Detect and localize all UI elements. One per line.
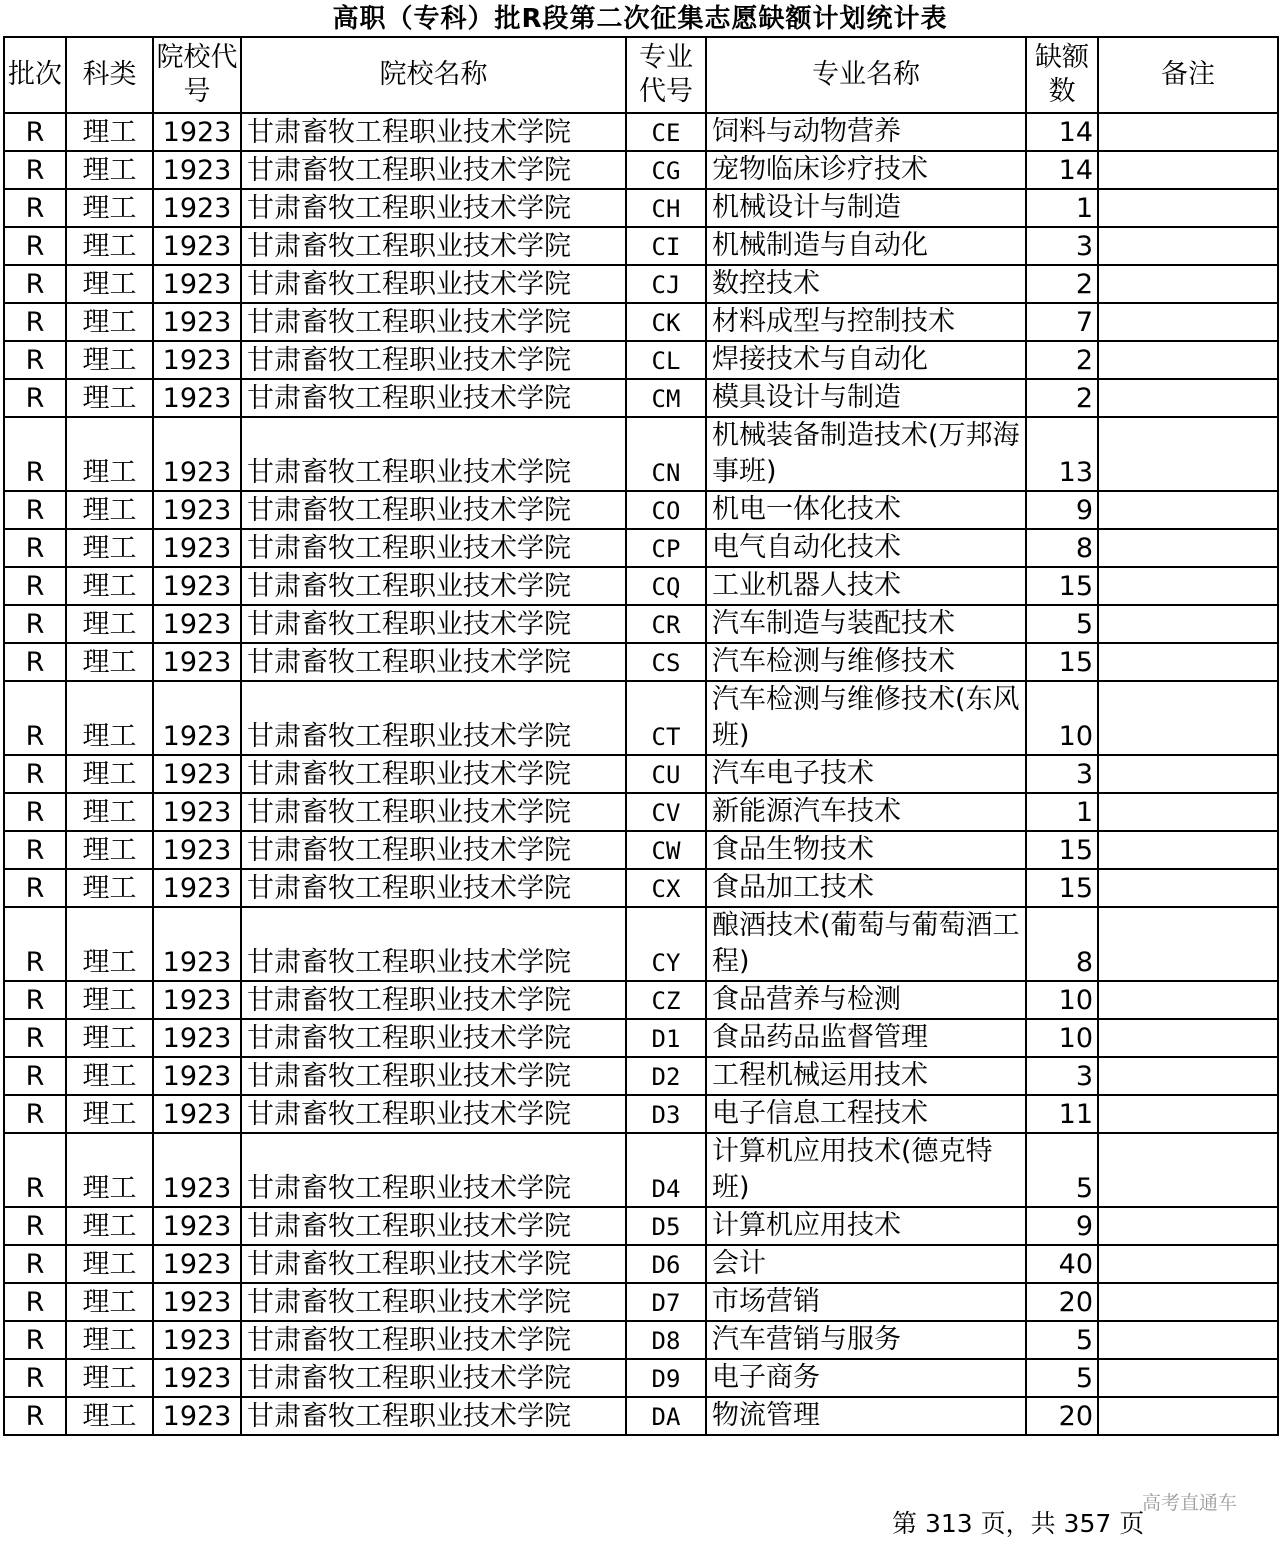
cell-category: 理工 [66, 643, 153, 681]
cell-category: 理工 [66, 567, 153, 605]
cell-category: 理工 [66, 417, 153, 491]
cell-vacancies: 2 [1026, 379, 1098, 417]
cell-batch: R [4, 341, 66, 379]
cell-school-code: 1923 [153, 1245, 241, 1283]
cell-category: 理工 [66, 379, 153, 417]
cell-category: 理工 [66, 189, 153, 227]
cell-school-name: 甘肃畜牧工程职业技术学院 [241, 643, 626, 681]
cell-major-name: 工程机械运用技术 [706, 1057, 1026, 1095]
cell-category: 理工 [66, 1095, 153, 1133]
cell-major-code: CH [626, 189, 706, 227]
cell-major-code: CW [626, 831, 706, 869]
cell-major-code: CL [626, 341, 706, 379]
cell-major-code: D6 [626, 1245, 706, 1283]
table-row [4, 643, 1278, 681]
cell-remarks [1098, 1207, 1278, 1245]
cell-vacancies: 3 [1026, 227, 1098, 265]
cell-school-name: 甘肃畜牧工程职业技术学院 [241, 1321, 626, 1359]
cell-batch: R [4, 1321, 66, 1359]
table-row [4, 303, 1278, 341]
cell-category: 理工 [66, 1019, 153, 1057]
cell-school-name: 甘肃畜牧工程职业技术学院 [241, 151, 626, 189]
cell-school-name: 甘肃畜牧工程职业技术学院 [241, 1057, 626, 1095]
cell-major-name: 汽车电子技术 [706, 755, 1026, 793]
cell-vacancies: 15 [1026, 831, 1098, 869]
cell-school-code: 1923 [153, 1057, 241, 1095]
cell-category: 理工 [66, 151, 153, 189]
cell-remarks [1098, 755, 1278, 793]
table-row [4, 1283, 1278, 1321]
cell-remarks [1098, 1133, 1278, 1207]
cell-major-name: 机械装备制造技术(万邦海事班) [706, 417, 1026, 491]
cell-vacancies: 20 [1026, 1397, 1098, 1435]
cell-major-name: 食品营养与检测 [706, 981, 1026, 1019]
cell-major-code: CS [626, 643, 706, 681]
cell-major-code: CJ [626, 265, 706, 303]
cell-remarks [1098, 227, 1278, 265]
cell-school-code: 1923 [153, 907, 241, 981]
cell-batch: R [4, 869, 66, 907]
cell-remarks [1098, 1283, 1278, 1321]
cell-category: 理工 [66, 755, 153, 793]
table-row [4, 1245, 1278, 1283]
cell-category: 理工 [66, 1321, 153, 1359]
cell-school-code: 1923 [153, 491, 241, 529]
cell-remarks [1098, 491, 1278, 529]
cell-major-code: D3 [626, 1095, 706, 1133]
cell-major-name: 计算机应用技术 [706, 1207, 1026, 1245]
cell-vacancies: 7 [1026, 303, 1098, 341]
cell-school-name: 甘肃畜牧工程职业技术学院 [241, 869, 626, 907]
cell-remarks [1098, 907, 1278, 981]
cell-major-name: 新能源汽车技术 [706, 793, 1026, 831]
cell-major-code: CT [626, 681, 706, 755]
cell-major-name: 电子信息工程技术 [706, 1095, 1026, 1133]
cell-vacancies: 1 [1026, 189, 1098, 227]
header-major-name: 专业名称 [706, 37, 1026, 113]
table-row [4, 151, 1278, 189]
cell-school-name: 甘肃畜牧工程职业技术学院 [241, 831, 626, 869]
cell-remarks [1098, 981, 1278, 1019]
cell-category: 理工 [66, 113, 153, 151]
cell-category: 理工 [66, 1283, 153, 1321]
cell-batch: R [4, 379, 66, 417]
cell-vacancies: 15 [1026, 567, 1098, 605]
cell-batch: R [4, 981, 66, 1019]
cell-major-name: 会计 [706, 1245, 1026, 1283]
table-row [4, 1095, 1278, 1133]
table-row [4, 681, 1278, 755]
cell-major-name: 食品生物技术 [706, 831, 1026, 869]
cell-batch: R [4, 755, 66, 793]
cell-school-name: 甘肃畜牧工程职业技术学院 [241, 793, 626, 831]
cell-batch: R [4, 113, 66, 151]
cell-batch: R [4, 1133, 66, 1207]
cell-batch: R [4, 1397, 66, 1435]
cell-major-code: CE [626, 113, 706, 151]
cell-major-name: 数控技术 [706, 265, 1026, 303]
cell-school-name: 甘肃畜牧工程职业技术学院 [241, 755, 626, 793]
cell-remarks [1098, 1397, 1278, 1435]
cell-major-name: 材料成型与控制技术 [706, 303, 1026, 341]
cell-school-code: 1923 [153, 113, 241, 151]
cell-category: 理工 [66, 907, 153, 981]
cell-major-name: 汽车制造与装配技术 [706, 605, 1026, 643]
cell-vacancies: 15 [1026, 643, 1098, 681]
cell-remarks [1098, 341, 1278, 379]
cell-school-code: 1923 [153, 529, 241, 567]
cell-category: 理工 [66, 227, 153, 265]
cell-school-code: 1923 [153, 1133, 241, 1207]
cell-vacancies: 10 [1026, 981, 1098, 1019]
cell-major-name: 工业机器人技术 [706, 567, 1026, 605]
cell-major-name: 市场营销 [706, 1283, 1026, 1321]
cell-remarks [1098, 1057, 1278, 1095]
cell-major-code: CQ [626, 567, 706, 605]
cell-batch: R [4, 529, 66, 567]
cell-school-name: 甘肃畜牧工程职业技术学院 [241, 567, 626, 605]
cell-school-code: 1923 [153, 1095, 241, 1133]
cell-school-name: 甘肃畜牧工程职业技术学院 [241, 1019, 626, 1057]
cell-batch: R [4, 1283, 66, 1321]
cell-category: 理工 [66, 491, 153, 529]
cell-school-code: 1923 [153, 303, 241, 341]
cell-batch: R [4, 417, 66, 491]
cell-remarks [1098, 417, 1278, 491]
cell-school-name: 甘肃畜牧工程职业技术学院 [241, 681, 626, 755]
cell-vacancies: 5 [1026, 1133, 1098, 1207]
cell-batch: R [4, 189, 66, 227]
cell-school-name: 甘肃畜牧工程职业技术学院 [241, 113, 626, 151]
cell-batch: R [4, 681, 66, 755]
cell-major-name: 汽车检测与维修技术 [706, 643, 1026, 681]
cell-remarks [1098, 1245, 1278, 1283]
cell-batch: R [4, 1095, 66, 1133]
cell-batch: R [4, 643, 66, 681]
cell-remarks [1098, 303, 1278, 341]
cell-category: 理工 [66, 1207, 153, 1245]
cell-school-name: 甘肃畜牧工程职业技术学院 [241, 1207, 626, 1245]
cell-vacancies: 11 [1026, 1095, 1098, 1133]
cell-major-code: CK [626, 303, 706, 341]
cell-school-code: 1923 [153, 1283, 241, 1321]
cell-major-code: CO [626, 491, 706, 529]
cell-major-name: 食品加工技术 [706, 869, 1026, 907]
cell-major-code: DA [626, 1397, 706, 1435]
table-title: 高职（专科）批R段第二次征集志愿缺额计划统计表 [332, 4, 948, 34]
cell-school-code: 1923 [153, 831, 241, 869]
cell-major-code: CP [626, 529, 706, 567]
cell-school-name: 甘肃畜牧工程职业技术学院 [241, 417, 626, 491]
cell-school-code: 1923 [153, 1397, 241, 1435]
cell-category: 理工 [66, 1397, 153, 1435]
table-row [4, 341, 1278, 379]
cell-vacancies: 14 [1026, 151, 1098, 189]
table-row [4, 491, 1278, 529]
cell-school-name: 甘肃畜牧工程职业技术学院 [241, 303, 626, 341]
cell-batch: R [4, 227, 66, 265]
cell-vacancies: 14 [1026, 113, 1098, 151]
cell-major-code: D5 [626, 1207, 706, 1245]
cell-school-code: 1923 [153, 341, 241, 379]
table-row [4, 1019, 1278, 1057]
cell-school-code: 1923 [153, 227, 241, 265]
cell-school-name: 甘肃畜牧工程职业技术学院 [241, 907, 626, 981]
table-row [4, 793, 1278, 831]
cell-school-code: 1923 [153, 981, 241, 1019]
cell-batch: R [4, 303, 66, 341]
cell-school-name: 甘肃畜牧工程职业技术学院 [241, 227, 626, 265]
cell-major-code: CN [626, 417, 706, 491]
header-school-code: 院校代号 [153, 37, 241, 113]
cell-major-name: 机械设计与制造 [706, 189, 1026, 227]
vacancy-table [3, 36, 1279, 1436]
cell-school-name: 甘肃畜牧工程职业技术学院 [241, 491, 626, 529]
header-school-name: 院校名称 [241, 37, 626, 113]
cell-batch: R [4, 1019, 66, 1057]
cell-school-code: 1923 [153, 1019, 241, 1057]
cell-batch: R [4, 1207, 66, 1245]
table-row [4, 1397, 1278, 1435]
cell-school-name: 甘肃畜牧工程职业技术学院 [241, 1397, 626, 1435]
table-row [4, 755, 1278, 793]
cell-vacancies: 3 [1026, 755, 1098, 793]
cell-category: 理工 [66, 981, 153, 1019]
cell-school-code: 1923 [153, 793, 241, 831]
cell-major-name: 酿酒技术(葡萄与葡萄酒工程) [706, 907, 1026, 981]
cell-vacancies: 2 [1026, 341, 1098, 379]
table-row [4, 1207, 1278, 1245]
cell-vacancies: 13 [1026, 417, 1098, 491]
cell-remarks [1098, 1321, 1278, 1359]
cell-major-name: 电气自动化技术 [706, 529, 1026, 567]
cell-major-name: 汽车营销与服务 [706, 1321, 1026, 1359]
cell-vacancies: 8 [1026, 529, 1098, 567]
header-category: 科类 [66, 37, 153, 113]
cell-major-code: CY [626, 907, 706, 981]
cell-school-code: 1923 [153, 755, 241, 793]
cell-batch: R [4, 567, 66, 605]
cell-remarks [1098, 869, 1278, 907]
cell-major-code: CI [626, 227, 706, 265]
cell-category: 理工 [66, 1245, 153, 1283]
cell-major-code: CR [626, 605, 706, 643]
table-row [4, 981, 1278, 1019]
header-vacancies: 缺额数 [1026, 37, 1098, 113]
cell-school-code: 1923 [153, 681, 241, 755]
table-row [4, 1321, 1278, 1359]
cell-major-name: 模具设计与制造 [706, 379, 1026, 417]
cell-batch: R [4, 1359, 66, 1397]
cell-category: 理工 [66, 529, 153, 567]
page-number: 第 313 页，共 357 页 [892, 1509, 1145, 1538]
cell-school-code: 1923 [153, 265, 241, 303]
cell-major-code: CM [626, 379, 706, 417]
cell-school-code: 1923 [153, 605, 241, 643]
table-row [4, 605, 1278, 643]
cell-major-name: 宠物临床诊疗技术 [706, 151, 1026, 189]
cell-major-code: CG [626, 151, 706, 189]
cell-remarks [1098, 567, 1278, 605]
cell-school-name: 甘肃畜牧工程职业技术学院 [241, 379, 626, 417]
cell-school-code: 1923 [153, 1207, 241, 1245]
cell-category: 理工 [66, 605, 153, 643]
cell-remarks [1098, 1019, 1278, 1057]
cell-major-name: 机电一体化技术 [706, 491, 1026, 529]
header-remarks: 备注 [1098, 37, 1278, 113]
cell-category: 理工 [66, 793, 153, 831]
cell-school-name: 甘肃畜牧工程职业技术学院 [241, 1245, 626, 1283]
cell-vacancies: 9 [1026, 491, 1098, 529]
table-row [4, 869, 1278, 907]
cell-major-name: 计算机应用技术(德克特班) [706, 1133, 1026, 1207]
table-row [4, 529, 1278, 567]
cell-vacancies: 2 [1026, 265, 1098, 303]
cell-major-code: D2 [626, 1057, 706, 1095]
cell-vacancies: 1 [1026, 793, 1098, 831]
cell-remarks [1098, 643, 1278, 681]
cell-vacancies: 15 [1026, 869, 1098, 907]
cell-category: 理工 [66, 1057, 153, 1095]
cell-category: 理工 [66, 1359, 153, 1397]
cell-school-name: 甘肃畜牧工程职业技术学院 [241, 1283, 626, 1321]
cell-batch: R [4, 1057, 66, 1095]
cell-batch: R [4, 831, 66, 869]
cell-vacancies: 40 [1026, 1245, 1098, 1283]
cell-vacancies: 5 [1026, 1359, 1098, 1397]
cell-major-name: 电子商务 [706, 1359, 1026, 1397]
cell-major-name: 焊接技术与自动化 [706, 341, 1026, 379]
cell-remarks [1098, 379, 1278, 417]
cell-batch: R [4, 793, 66, 831]
cell-major-code: D1 [626, 1019, 706, 1057]
cell-school-name: 甘肃畜牧工程职业技术学院 [241, 1359, 626, 1397]
table-row [4, 113, 1278, 151]
cell-major-code: CZ [626, 981, 706, 1019]
cell-remarks [1098, 831, 1278, 869]
cell-major-code: CV [626, 793, 706, 831]
table-row [4, 417, 1278, 491]
cell-major-code: CX [626, 869, 706, 907]
table-row [4, 227, 1278, 265]
table-row [4, 1133, 1278, 1207]
cell-school-code: 1923 [153, 1359, 241, 1397]
cell-school-code: 1923 [153, 1321, 241, 1359]
cell-major-code: D9 [626, 1359, 706, 1397]
cell-batch: R [4, 151, 66, 189]
cell-remarks [1098, 189, 1278, 227]
cell-school-code: 1923 [153, 567, 241, 605]
cell-school-name: 甘肃畜牧工程职业技术学院 [241, 265, 626, 303]
table-row [4, 1057, 1278, 1095]
cell-major-name: 食品药品监督管理 [706, 1019, 1026, 1057]
cell-vacancies: 10 [1026, 1019, 1098, 1057]
header-row [4, 37, 1278, 113]
cell-vacancies: 5 [1026, 1321, 1098, 1359]
table-row [4, 567, 1278, 605]
cell-vacancies: 3 [1026, 1057, 1098, 1095]
cell-major-code: D8 [626, 1321, 706, 1359]
table-row [4, 1359, 1278, 1397]
cell-school-code: 1923 [153, 417, 241, 491]
cell-remarks [1098, 265, 1278, 303]
cell-school-name: 甘肃畜牧工程职业技术学院 [241, 189, 626, 227]
cell-major-name: 汽车检测与维修技术(东风班) [706, 681, 1026, 755]
cell-batch: R [4, 1245, 66, 1283]
watermark: 高考直通车 [1142, 1492, 1238, 1514]
cell-batch: R [4, 265, 66, 303]
cell-school-name: 甘肃畜牧工程职业技术学院 [241, 605, 626, 643]
cell-remarks [1098, 605, 1278, 643]
cell-school-code: 1923 [153, 151, 241, 189]
cell-batch: R [4, 605, 66, 643]
cell-remarks [1098, 681, 1278, 755]
cell-school-name: 甘肃畜牧工程职业技术学院 [241, 981, 626, 1019]
cell-category: 理工 [66, 831, 153, 869]
cell-batch: R [4, 491, 66, 529]
cell-remarks [1098, 151, 1278, 189]
table-row [4, 907, 1278, 981]
header-batch: 批次 [4, 37, 66, 113]
cell-major-name: 饲料与动物营养 [706, 113, 1026, 151]
cell-school-name: 甘肃畜牧工程职业技术学院 [241, 341, 626, 379]
cell-category: 理工 [66, 869, 153, 907]
cell-vacancies: 5 [1026, 605, 1098, 643]
cell-vacancies: 20 [1026, 1283, 1098, 1321]
cell-category: 理工 [66, 341, 153, 379]
cell-school-code: 1923 [153, 869, 241, 907]
cell-school-code: 1923 [153, 189, 241, 227]
table-row [4, 189, 1278, 227]
cell-school-code: 1923 [153, 643, 241, 681]
table-row [4, 379, 1278, 417]
cell-major-code: CU [626, 755, 706, 793]
cell-school-name: 甘肃畜牧工程职业技术学院 [241, 529, 626, 567]
cell-category: 理工 [66, 1133, 153, 1207]
cell-vacancies: 9 [1026, 1207, 1098, 1245]
cell-vacancies: 10 [1026, 681, 1098, 755]
table-row [4, 831, 1278, 869]
cell-remarks [1098, 1359, 1278, 1397]
cell-major-code: D7 [626, 1283, 706, 1321]
cell-vacancies: 8 [1026, 907, 1098, 981]
cell-batch: R [4, 907, 66, 981]
cell-category: 理工 [66, 303, 153, 341]
cell-category: 理工 [66, 265, 153, 303]
cell-remarks [1098, 113, 1278, 151]
cell-school-name: 甘肃畜牧工程职业技术学院 [241, 1133, 626, 1207]
header-major-code: 专业代号 [626, 37, 706, 113]
cell-school-name: 甘肃畜牧工程职业技术学院 [241, 1095, 626, 1133]
cell-major-code: D4 [626, 1133, 706, 1207]
cell-remarks [1098, 1095, 1278, 1133]
cell-remarks [1098, 529, 1278, 567]
cell-school-code: 1923 [153, 379, 241, 417]
cell-major-name: 物流管理 [706, 1397, 1026, 1435]
cell-category: 理工 [66, 681, 153, 755]
table-body [4, 113, 1278, 1435]
cell-remarks [1098, 793, 1278, 831]
table-row [4, 265, 1278, 303]
cell-major-name: 机械制造与自动化 [706, 227, 1026, 265]
